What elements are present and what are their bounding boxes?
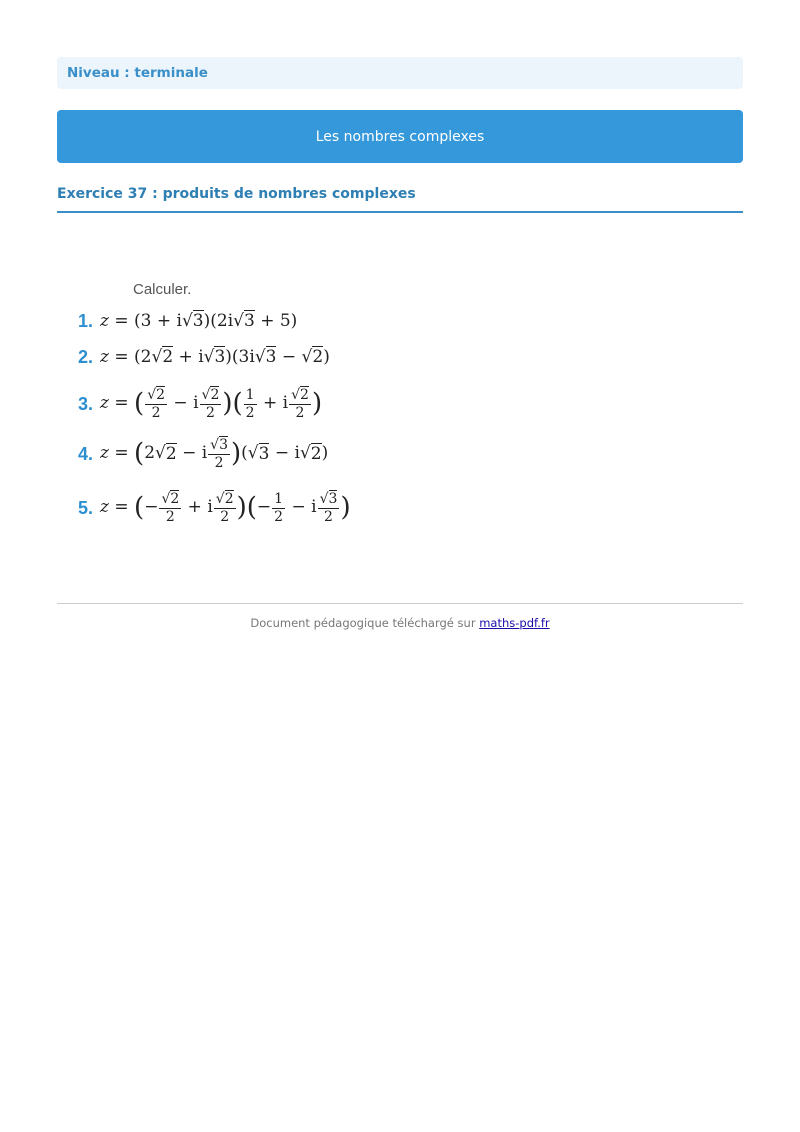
equation-3: z = ( $\frac{√2}{2}$ − i $\frac{√2}{2}$ )( $\frac{1}{2}$ + i $\frac{√2}{2}$ )	[100, 387, 323, 421]
item-number: 5.	[78, 497, 94, 518]
item-number: 1.	[78, 310, 94, 331]
instruction: Calculer.	[133, 281, 192, 298]
exercise-item-4	[78, 432, 328, 476]
item-number: 4.	[78, 443, 94, 464]
title-banner	[57, 110, 743, 163]
footer-link[interactable]: maths-pdf.fr	[479, 616, 550, 630]
exercise-item-5	[78, 486, 351, 530]
exercise-body	[57, 213, 743, 601]
footer-text: Document pédagogique téléchargé sur	[250, 616, 476, 630]
item-number: 3.	[78, 393, 94, 414]
page	[57, 57, 743, 601]
level-label: Niveau : terminale	[67, 65, 208, 81]
equation-5: z = (− $\frac{√2}{2}$ + i $\frac{√2}{2}$ )(− $\frac{1}{2}$ − i $\frac{√3}{2}$ )	[100, 491, 351, 525]
equation-1: z = (3 + i√3)(2i√3 + 5)	[100, 311, 298, 331]
exercise-title: Exercice 37 : produits de nombres complexes	[57, 186, 743, 213]
level-box	[57, 57, 743, 89]
equation-2: z = (2√2 + i√3)(3i√3 − √2)	[100, 347, 330, 367]
equation-4: z = (2√2 − i $\frac{√3}{2}$ )(√3 − i√2)	[100, 437, 329, 471]
footer	[57, 603, 743, 630]
exercise-item-2	[78, 335, 330, 379]
banner-title: Les nombres complexes	[315, 128, 485, 145]
exercise-item-3	[78, 382, 322, 426]
item-number: 2.	[78, 346, 94, 367]
